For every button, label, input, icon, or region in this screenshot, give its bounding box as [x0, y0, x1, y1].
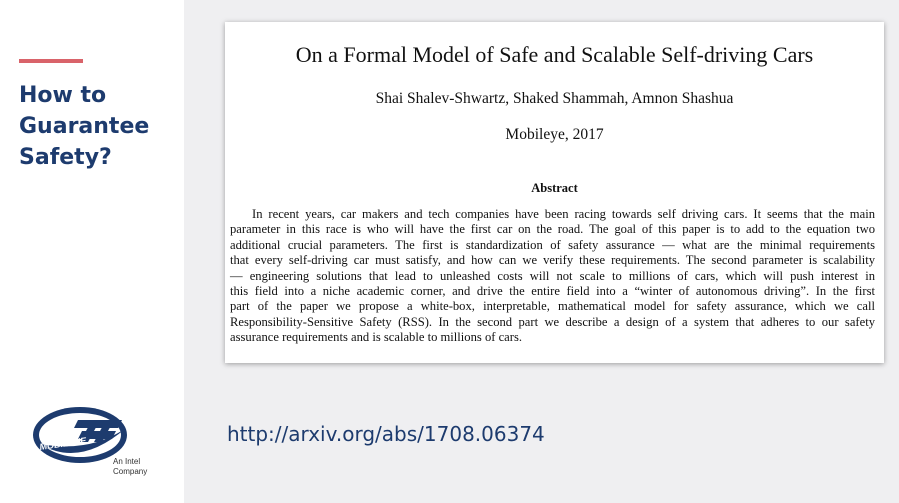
- slide-title: [19, 80, 179, 173]
- abstract-line: — engineering solutions that lead to unleashed costs will not scale to millions of cars, which will push interest in: [230, 268, 875, 283]
- paper-authors: Shai Shalev-Shwartz, Shaked Shammah, Amnon Shashua: [375, 90, 734, 107]
- logo-subtitle-line-2: Company: [113, 467, 148, 476]
- abstract-line: additional crucial parameters. The first is standardization of safety assurance — what are the minimal requirements: [230, 237, 875, 252]
- left-panel: [0, 0, 184, 503]
- abstract-line: this field into a niche academic corner, and drive the entire field into a “winter of autonomous driving”. In the first: [230, 284, 875, 299]
- arxiv-link[interactable]: http://arxiv.org/abs/1708.06374: [227, 422, 545, 446]
- abstract-line: that every self-driving car must satisfy, and how can we verify these requirements. The second parameter is scalability: [230, 253, 875, 268]
- abstract-line: In recent years, car makers and tech companies have been racing towards self driving cars. It seems that the main: [252, 207, 875, 221]
- abstract-line: part of the paper we propose a white-box, interpretable, mathematical model for safety assurance, which we call: [230, 299, 875, 314]
- paper-title: On a Formal Model of Safe and Scalable Self-driving Cars: [295, 42, 814, 67]
- paper-affiliation: Mobileye, 2017: [505, 126, 604, 143]
- abstract-line: Responsibility-Sensitive Safety (RSS). In the second part we describe a design of a system that adheres to our safety: [230, 314, 875, 329]
- slide-title-line-2: Guarantee: [19, 114, 150, 139]
- abstract-body: [230, 207, 875, 346]
- slide-title-line-3: Safety?: [19, 145, 112, 170]
- accent-bar: [19, 59, 83, 63]
- abstract-line: assurance requirements and is scalable to millions of cars.: [230, 330, 523, 345]
- paper-excerpt-image: [225, 22, 884, 363]
- mobileye-logo: [30, 398, 180, 488]
- logo-subtitle-line-1: An Intel: [113, 457, 141, 466]
- logo-brand-text: MOBILEYE: [38, 435, 87, 452]
- slide-title-line-1: How to: [19, 83, 107, 108]
- logo-subtitle: [113, 457, 147, 477]
- abstract-heading: Abstract: [531, 181, 578, 195]
- abstract-line: parameter in this race is who will have the first car on the road. The goal of this paper is to add to the equation two: [230, 222, 875, 237]
